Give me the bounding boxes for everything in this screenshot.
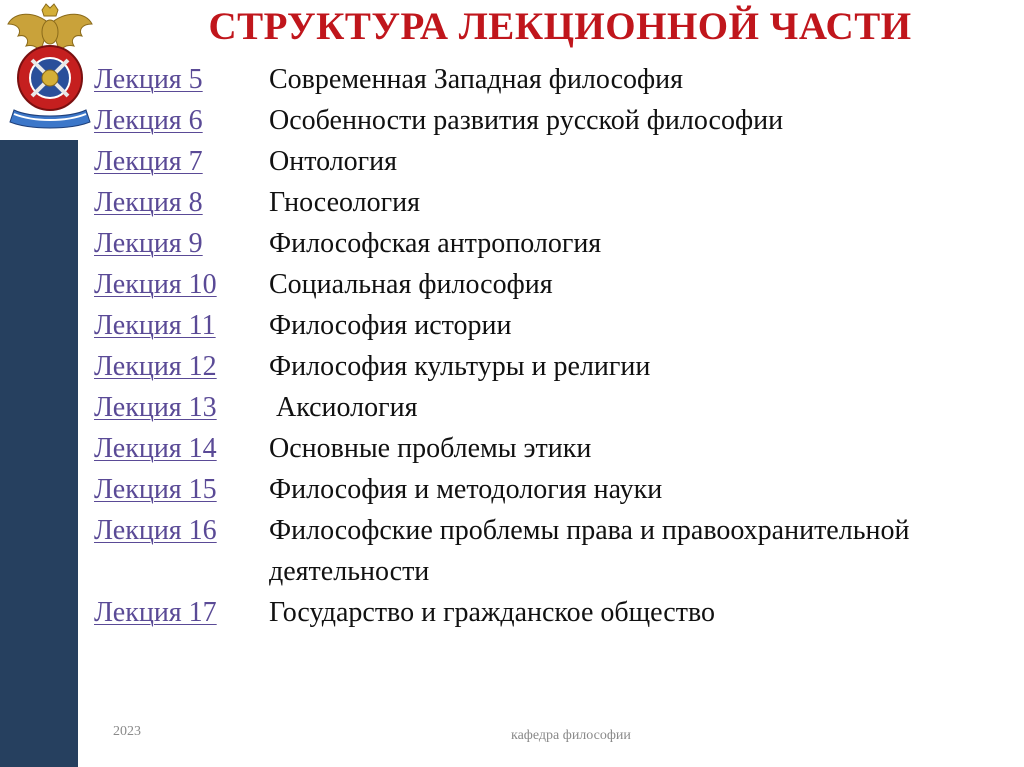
lecture-link-12[interactable]: Лекция 12 <box>94 351 217 382</box>
lecture-row-15 <box>94 469 1014 510</box>
lecture-link-9[interactable]: Лекция 9 <box>94 228 203 259</box>
lecture-link-10[interactable]: Лекция 10 <box>94 269 217 300</box>
lecture-row-17 <box>94 592 1014 633</box>
lecture-link-13[interactable]: Лекция 13 <box>94 392 217 423</box>
lecture-row-14 <box>94 428 1014 469</box>
lecture-topic-16: Философские проблемы права и правоохранительной деятельности <box>269 515 917 587</box>
lecture-topic-5: Современная Западная философия <box>269 64 684 95</box>
footer-department: кафедра философии <box>511 728 631 743</box>
lecture-row-16 <box>94 510 1014 592</box>
lecture-topic-6: Особенности развития русской философии <box>269 105 784 136</box>
lecture-list <box>94 59 1014 633</box>
slide-title: СТРУКТУРА ЛЕКЦИОННОЙ ЧАСТИ <box>208 5 912 48</box>
lecture-row-7 <box>94 141 1014 182</box>
lecture-row-6 <box>94 100 1014 141</box>
lecture-topic-11: Философия истории <box>269 310 512 341</box>
lecture-row-11 <box>94 305 1014 346</box>
lecture-link-5[interactable]: Лекция 5 <box>94 64 203 95</box>
lecture-topic-9: Философская антропология <box>269 228 602 259</box>
lecture-topic-13: Аксиология <box>269 392 418 423</box>
lecture-topic-15: Философия и методология науки <box>269 474 663 505</box>
side-stripe <box>0 140 78 767</box>
lecture-topic-8: Гносеология <box>269 187 420 218</box>
lecture-link-16[interactable]: Лекция 16 <box>94 515 217 546</box>
lecture-link-8[interactable]: Лекция 8 <box>94 187 203 218</box>
lecture-link-14[interactable]: Лекция 14 <box>94 433 217 464</box>
lecture-topic-17: Государство и гражданское общество <box>269 597 715 628</box>
lecture-link-6[interactable]: Лекция 6 <box>94 105 203 136</box>
coat-of-arms-icon <box>4 2 96 132</box>
lecture-topic-10: Социальная философия <box>269 269 553 300</box>
lecture-row-10 <box>94 264 1014 305</box>
lecture-topic-14: Основные проблемы этики <box>269 433 592 464</box>
lecture-row-8 <box>94 182 1014 223</box>
lecture-link-15[interactable]: Лекция 15 <box>94 474 217 505</box>
lecture-row-13 <box>94 387 1014 428</box>
lecture-topic-7: Онтология <box>269 146 398 177</box>
lecture-link-17[interactable]: Лекция 17 <box>94 597 217 628</box>
lecture-link-11[interactable]: Лекция 11 <box>94 310 216 341</box>
footer-year: 2023 <box>113 724 141 739</box>
lecture-row-12 <box>94 346 1014 387</box>
lecture-row-5 <box>94 59 1014 100</box>
lecture-topic-12: Философия культуры и религии <box>269 351 651 382</box>
lecture-row-9 <box>94 223 1014 264</box>
lecture-link-7[interactable]: Лекция 7 <box>94 146 203 177</box>
